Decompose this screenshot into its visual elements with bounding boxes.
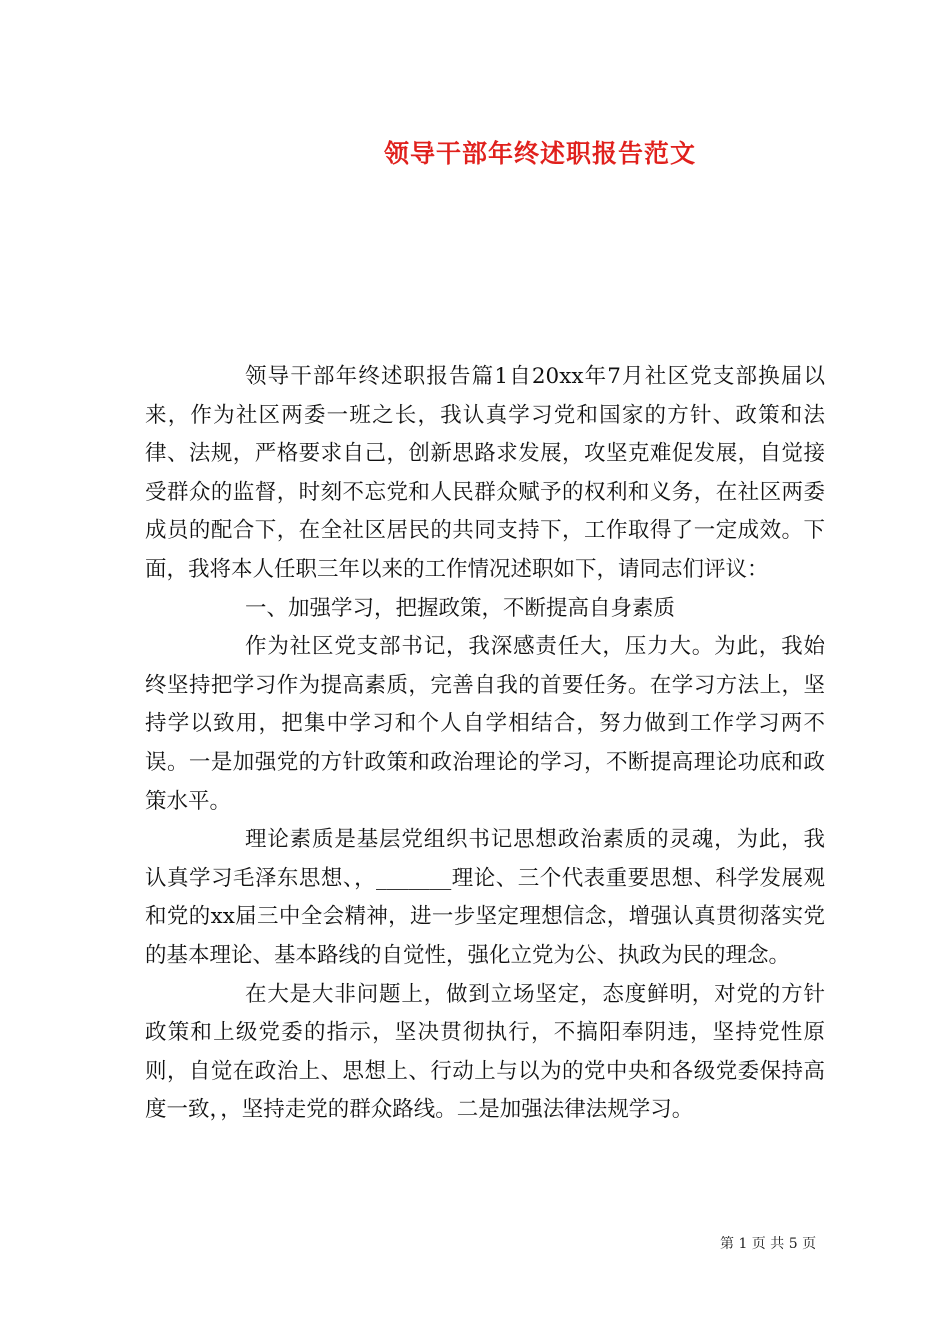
paragraph-principles: 在大是大非问题上，做到立场坚定，态度鲜明，对党的方针政策和上级党委的指示，坚决贯彻执行，不搞阳奉阴违，坚持党性原则，自觉在政治上、思想上、行动上与以为的党中央和各级党委保持高度一致，，坚持走党的群众路线。二是加强法律法规学习。 xyxy=(145,981,825,1123)
paragraph-intro: 领导干部年终述职报告篇1自20xx年7月社区党支部换届以来，作为社区两委一班之长，我认真学习党和国家的方针、政策和法律、法规，严格要求自己，创新思路求发展，攻坚克难促发展，自觉接受群众的监督，时刻不忘党和人民群众赋予的权利和义务，在社区两委成员的配合下，在全社区居民的共同支持下，工作取得了一定成效。下面，我将本人任职三年以来的工作情况述职如下，请同志们评议： xyxy=(145,364,825,582)
document-body xyxy=(145,358,825,1130)
document-title: 领导干部年终述职报告范文 xyxy=(383,139,696,168)
paragraph-study: 作为社区党支部书记，我深感责任大，压力大。为此，我始终坚持把学习作为提高素质，完善自我的首要任务。在学习方法上，坚持学以致用，把集中学习和个人自学相结合，努力做到工作学习两不误。一是加强党的方针政策和政治理论的学习，不断提高理论功底和政策水平。 xyxy=(145,634,825,814)
section-heading-1: 一、加强学习，把握政策，不断提高自身素质 xyxy=(245,595,676,621)
page-footer: 第 1 页 共 5 页 xyxy=(720,1236,817,1252)
paragraph-theory: 理论素质是基层党组织书记思想政治素质的灵魂，为此，我认真学习毛泽东思想、，_______理论、三个代表重要思想、科学发展观和党的xx届三中全会精神，进一步坚定理想信念，增强认真贯彻落实党的基本理论、基本路线的自觉性，强化立党为公、执政为民的理念。 xyxy=(145,827,825,968)
